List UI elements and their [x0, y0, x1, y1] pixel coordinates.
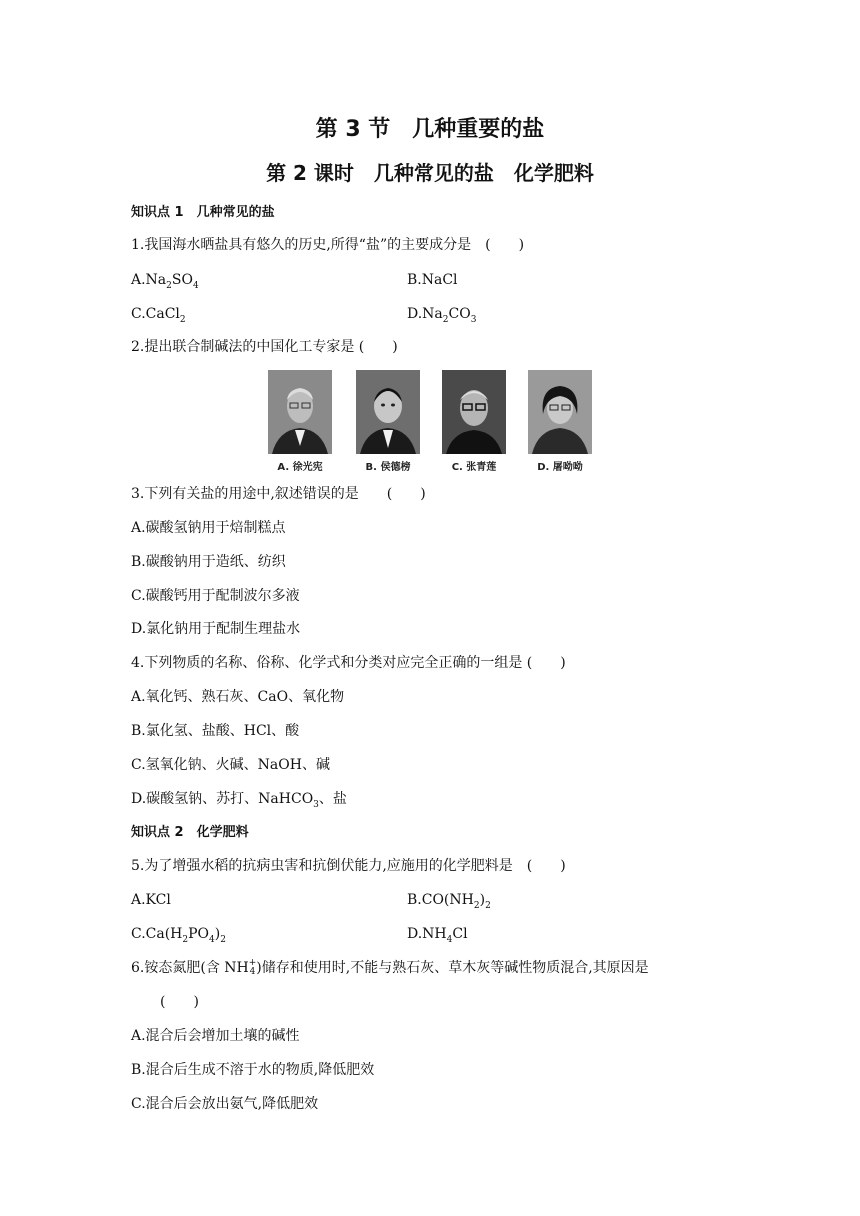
caption-a: A. 徐光宪 [277, 462, 323, 473]
q5-option-b: $B.CO(NH_2)_2$ [407, 892, 491, 911]
q3-option-b: B.碳酸钠用于造纸、纺织 [131, 554, 286, 570]
question-1-stem: 1.我国海水晒盐具有悠久的历史,所得“盐”的主要成分是 ( ) [131, 237, 525, 253]
page-subtitle: 第 2 课时 几种常见的盐 化学肥料 [266, 161, 594, 185]
q4-option-c: C.氢氧化钠、火碱、NaOH、碱 [131, 757, 330, 773]
q5-option-a: A.KCl [131, 892, 171, 908]
q1-option-a: $A.Na_2SO_4$ [131, 272, 199, 291]
q4-option-d: D.碳酸氢钠、苏打、NaHCO$_3$、盐 [131, 791, 347, 810]
page-title: 第 3 节 几种重要的盐 [315, 117, 545, 142]
portrait-photo-b [356, 370, 420, 454]
question-6-stem: 6.铵态氮肥(含 NH + 4 )储存和使用时,不能与熟石灰、草木灰等碱性物质混合,其原因是 [131, 958, 649, 977]
caption-c: C. 张青莲 [451, 462, 497, 473]
q6-option-a: A.混合后会增加土壤的碱性 [131, 1028, 300, 1044]
q4-option-a: A.氧化钙、熟石灰、CaO、氧化物 [131, 689, 345, 705]
q4-option-b: B.氯化氢、盐酸、HCl、酸 [131, 723, 300, 739]
q5-option-d: $D.NH_4Cl$ [407, 926, 468, 945]
section-heading-1: 知识点 1 几种常见的盐 [131, 205, 275, 220]
portrait-photo-a [268, 370, 332, 454]
q6-option-b: B.混合后生成不溶于水的物质,降低肥效 [131, 1062, 375, 1078]
portrait-figure [268, 370, 598, 474]
q1-option-d: $D.Na_2CO_3$ [407, 306, 477, 325]
question-5-stem: 5.为了增强水稻的抗病虫害和抗倒伏能力,应施用的化学肥料是 ( ) [131, 858, 566, 874]
q3-option-c: C.碳酸钙用于配制波尔多液 [131, 588, 300, 604]
portrait-photo-c [442, 370, 506, 454]
portrait-photo-d [528, 370, 592, 454]
q1-option-c: C.CaCl$_2$ [131, 306, 186, 325]
question-4-stem: 4.下列物质的名称、俗称、化学式和分类对应完全正确的一组是 ( ) [131, 655, 566, 671]
question-3-stem: 3.下列有关盐的用途中,叙述错误的是 ( ) [131, 486, 426, 502]
q5-option-c: $C.Ca(H_2PO_4)_2$ [131, 926, 226, 945]
q3-option-d: D.氯化钠用于配制生理盐水 [131, 621, 301, 637]
q3-option-a: A.碳酸氢钠用于焙制糕点 [131, 520, 286, 536]
q1-option-b: B.NaCl [407, 272, 458, 288]
question-6-answer-paren: ( ) [160, 994, 199, 1010]
section-heading-2: 知识点 2 化学肥料 [131, 825, 249, 840]
q6-option-c: C.混合后会放出氨气,降低肥效 [131, 1096, 319, 1112]
caption-b: B. 侯德榜 [365, 462, 411, 473]
caption-d: D. 屠呦呦 [537, 462, 583, 473]
question-2-stem: 2.提出联合制碱法的中国化工专家是 ( ) [131, 339, 398, 355]
